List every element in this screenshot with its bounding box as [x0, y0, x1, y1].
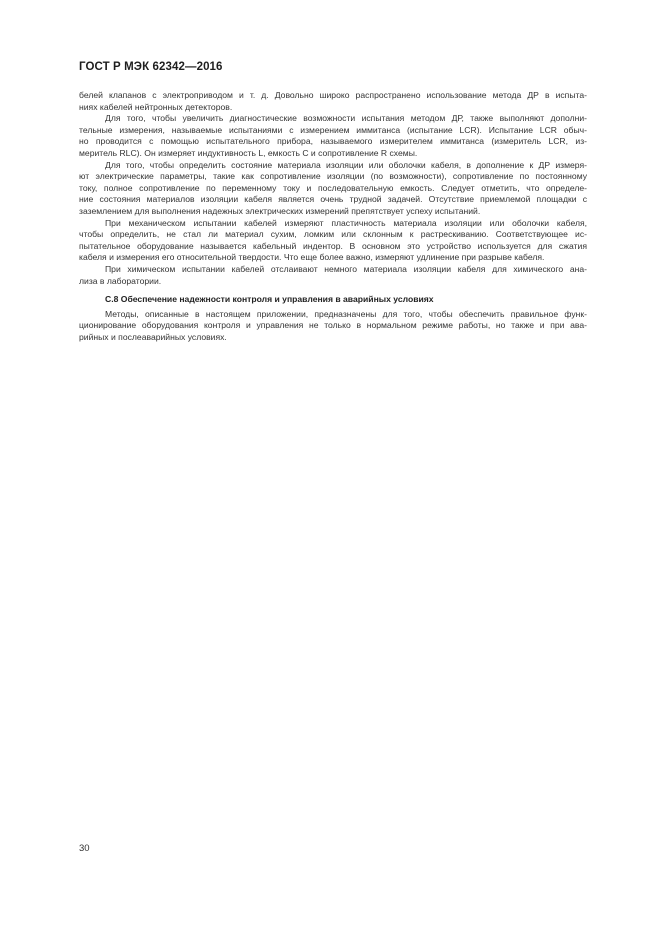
text-line: чтобы определить, не стал ли материал сухим, ломким или склонным к растрескиванию. Соответствующее ис-	[79, 229, 587, 240]
document-body	[79, 90, 587, 343]
text-line: ционирование оборудования контроля и управления не только в нормальном режиме работы, но также и при ава-	[79, 320, 587, 331]
document-header: ГОСТ Р МЭК 62342—2016	[79, 61, 223, 73]
paragraph	[79, 218, 587, 264]
text-line: току, полное сопротивление по переменному току и последовательную емкость. Следует отметить, что определе-	[79, 182, 587, 193]
paragraph	[79, 160, 587, 218]
text-line: Для того, чтобы определить состояние материала изоляции или оболочки кабеля, в дополнение к ДР измеря-	[105, 159, 587, 170]
page-number: 30	[79, 843, 90, 854]
text-line: ние состояния материалов изоляции кабеля является очень трудной задачей. Отсутствие приемлемой площадки с	[79, 194, 587, 205]
text-line: рийных и послеаварийных условиях.	[79, 331, 227, 342]
paragraph	[79, 90, 587, 113]
text-line: тельные измерения, называемые испытаниями с измерением иммитанса (испытание LCR). Испытание LCR обыч-	[79, 124, 587, 135]
paragraph	[79, 309, 587, 344]
text-line: При химическом испытании кабелей отслаивают немного материала изоляции кабеля для химического ана-	[105, 263, 587, 274]
text-line: ют электрические параметры, такие как сопротивление изоляции (по возможности), сопротивление по постоянному	[79, 171, 587, 182]
text-line: Для того, чтобы увеличить диагностические возможности испытания методом ДР, также выполняют дополни-	[105, 113, 587, 124]
text-line: пытательное оборудование называется кабельный индентор. В основном это устройство используется для сжатия	[79, 240, 587, 251]
text-line: лиза в лаборатории.	[79, 275, 162, 286]
text-line: белей клапанов с электроприводом и т. д. Довольно широко распространено использование метода ДР в испыта-	[79, 90, 587, 100]
paragraph	[79, 113, 587, 159]
section-heading: С.8 Обеспечение надежности контроля и управления в аварийных условиях	[105, 294, 434, 305]
text-line: но проводится с помощью испытательного прибора, называемого измерителем иммитанса (измеритель LCR, из-	[79, 136, 587, 147]
text-line: кабеля и измерения его относительной твердости. Что еще более важно, измеряют удлинение при разрыве кабеля.	[79, 252, 545, 263]
paragraph	[79, 264, 587, 287]
text-line: меритель RLC). Он измеряет индуктивность L, емкость C и сопротивление R схемы.	[79, 147, 418, 158]
text-line: При механическом испытании кабелей измеряют пластичность материала изоляции или оболочки кабеля,	[105, 217, 587, 228]
text-line: ниях кабелей нейтронных детекторов.	[79, 101, 233, 112]
text-line: заземлением для выполнения надежных электрических измерений препятствует успеху испытаний.	[79, 205, 481, 216]
text-line: Методы, описанные в настоящем приложении, предназначены для того, чтобы обеспечить правильное функ-	[105, 308, 587, 319]
